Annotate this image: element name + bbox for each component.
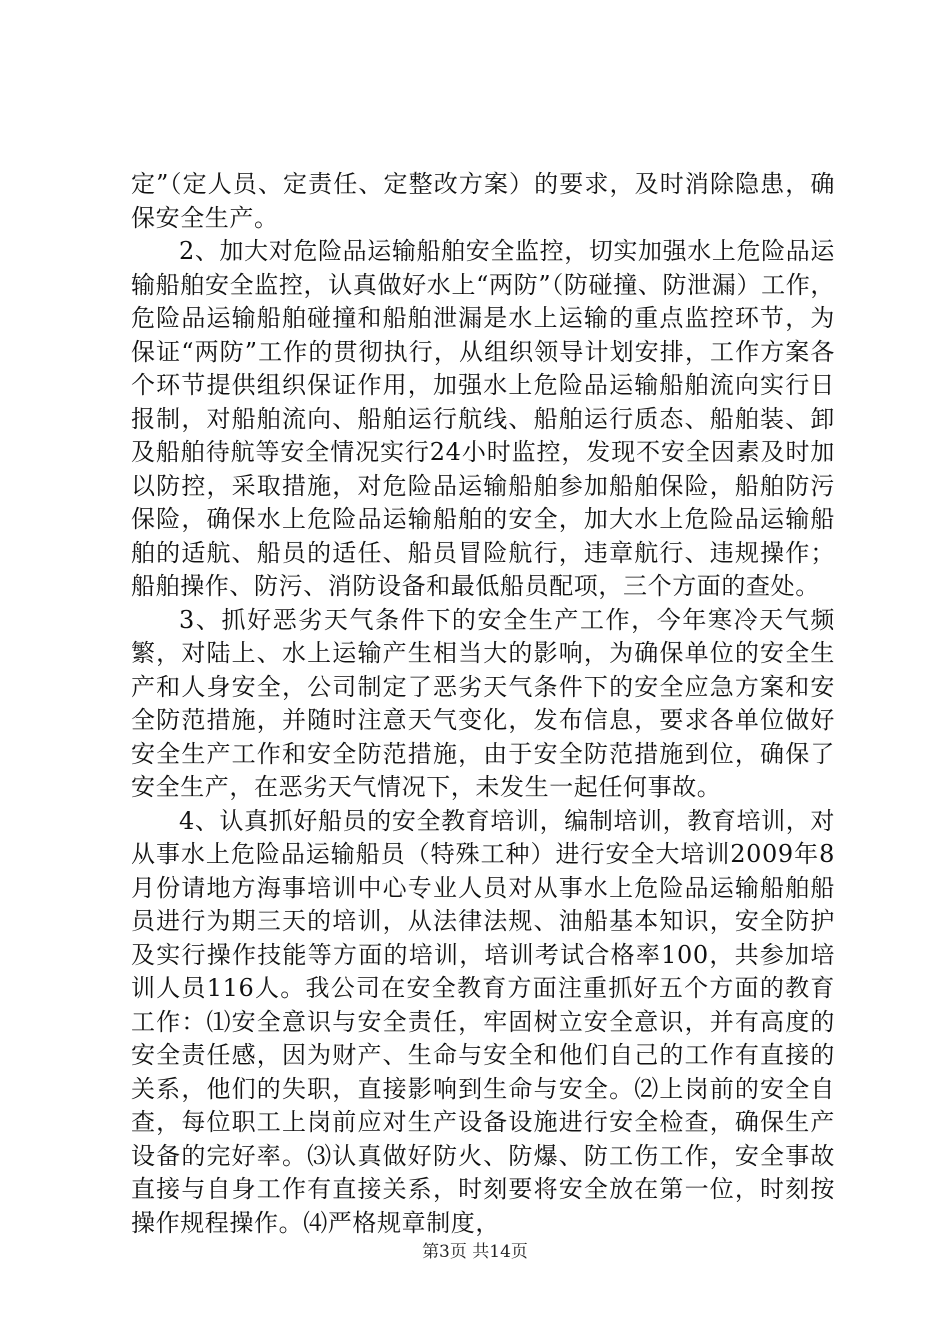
paragraph-3-severe-weather-safety: 3、抓好恶劣天气条件下的安全生产工作，今年寒冷天气频繁，对陆上、水上运输产生相当大的影响，为确保单位的安全生产和人身安全，公司制定了恶劣天气条件下的安全应急方案和安全防范措施，并随时注意天气变化，发布信息，要求各单位做好安全生产工作和安全防范措施，由于安全防范措施到位，确保了安全生产，在恶劣天气情况下，未发生一起任何事故。 (131, 605, 835, 801)
paragraph-continuation: 定”（定人员、定责任、定整改方案）的要求，及时消除隐患，确保安全生产。 (131, 170, 835, 232)
document-body (131, 168, 835, 1240)
paragraph-4-crew-safety-training: 4、认真抓好船员的安全教育培训，编制培训，教育培训，对从事水上危险品运输船员（特殊工种）进行安全大培训2009年8月份请地方海事培训中心专业人员对从事水上危险品运输船舶船员进行为期三天的培训，从法律法规、油船基本知识，安全防护及实行操作技能等方面的培训，培训考试合格率100，共参加培训人员116人。我公司在安全教育方面注重抓好五个方面的教育工作：⑴安全意识与安全责任，牢固树立安全意识，并有高度的安全责任感，因为财产、生命与安全和他们自己的工作有直接的关系，他们的失职，直接影响到生命与安全。⑵上岗前的安全自查，每位职工上岗前应对生产设备设施进行安全检查，确保生产设备的完好率。⑶认真做好防火、防爆、防工伤工作，安全事故直接与自身工作有直接关系，时刻要将安全放在第一位，时刻按操作规程操作。⑷严格规章制度， (131, 806, 835, 1237)
paragraph-2-hazardous-ship-monitoring: 2、加大对危险品运输船舶安全监控，切实加强水上危险品运输船舶安全监控，认真做好水上“两防”（防碰撞、防泄漏）工作，危险品运输船舶碰撞和船舶泄漏是水上运输的重点监控环节，为保证“两防”工作的贯彻执行，从组织领导计划安排，工作方案各个环节提供组织保证作用，加强水上危险品运输船舶流向实行日报制，对船舶流向、船舶运行航线、船舶运行质态、船舶装、卸及船舶待航等安全情况实行24小时监控，发现不安全因素及时加以防控，采取措施，对危险品运输船舶参加船舶保险，船舶防污保险，确保水上危险品运输船舶的安全，加大水上危险品运输船舶的适航、船员的适任、船员冒险航行，违章航行、违规操作；船舶操作、防污、消防设备和最低船员配项，三个方面的查处。 (131, 237, 835, 600)
page-footer: 第3页 共14页 (422, 1242, 528, 1262)
